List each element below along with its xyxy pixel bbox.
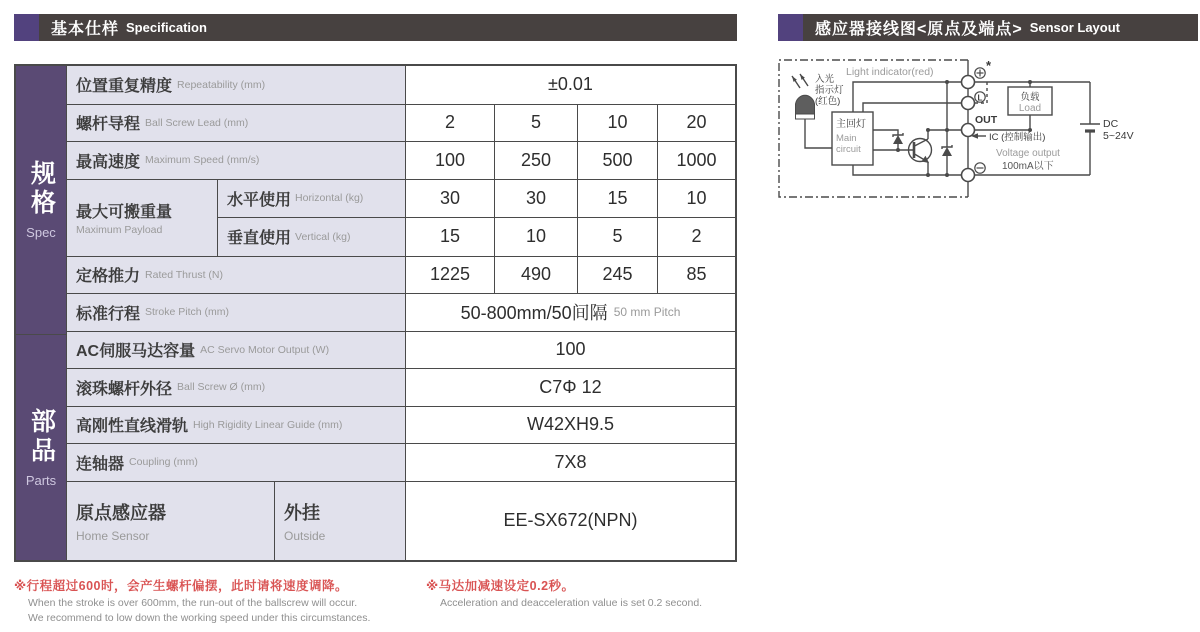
value-text: 100 xyxy=(555,339,586,360)
sub-label-zh: 垂直使用 xyxy=(227,230,292,248)
junction-dot xyxy=(945,128,949,132)
led-label-zh2: 指示灯 xyxy=(815,85,844,96)
led-indicator-base xyxy=(796,114,815,119)
value-text: ±0.01 xyxy=(548,74,593,95)
row-value: 1000 xyxy=(657,142,735,179)
row-label-en: High Rigidity Linear Guide (mm) xyxy=(193,418,343,431)
value-text: W42XH9.5 xyxy=(526,414,615,435)
row-label xyxy=(67,407,405,444)
row-label-en: Coupling (mm) xyxy=(129,456,198,469)
sub-label-zh: 外挂 xyxy=(284,502,320,523)
row-label-en: Home Sensor xyxy=(76,528,150,543)
row-label-en: Ball Screw Lead (mm) xyxy=(145,116,249,129)
led-indicator-dome xyxy=(796,95,815,114)
table-row-coupling xyxy=(67,443,735,481)
specification-title-zh: 基本仕样 xyxy=(51,21,120,38)
payload-horizontal-row xyxy=(217,180,735,218)
footnotes xyxy=(14,576,994,624)
junction-dot xyxy=(945,80,949,84)
footnote-stroke-zh: ※行程超过600时，会产生螺杆偏摆，此时请将速度调降。 xyxy=(14,579,349,593)
sub-label-en: Vertical (kg) xyxy=(295,230,351,243)
row-label-en: Ball Screw Ø (mm) xyxy=(177,381,266,394)
row-label-zh: 定格推力 xyxy=(76,268,141,286)
load-label-en: Load xyxy=(1018,103,1042,114)
table-row-stroke-pitch xyxy=(67,293,735,331)
table-row-ball-screw-od xyxy=(67,368,735,406)
table-rows xyxy=(67,66,735,560)
sensor-layout-header-bar xyxy=(778,14,1198,41)
row-label xyxy=(67,444,405,481)
row-label-zh: 高刚性直线滑轨 xyxy=(76,418,189,436)
row-value xyxy=(405,332,735,369)
main-circuit-label-en1: Main xyxy=(836,133,857,144)
terminal-out xyxy=(962,124,975,137)
row-value: 245 xyxy=(577,257,657,294)
table-row-max-payload xyxy=(67,179,735,256)
row-label-zh: 最高速度 xyxy=(76,153,141,171)
value-text: C7Φ 12 xyxy=(539,376,602,397)
row-value: 2 xyxy=(657,218,735,256)
home-sensor-mount-label xyxy=(274,482,405,561)
row-label xyxy=(67,369,405,406)
footnote-acceleration xyxy=(426,576,702,624)
ic-control-output-label: IC (控制输出) xyxy=(989,132,1046,143)
wire-left-zener-top xyxy=(873,130,898,135)
table-row-linear-guide xyxy=(67,406,735,444)
value-text: 50-800mm/50间隔 xyxy=(460,303,608,324)
row-value: 5 xyxy=(494,105,577,142)
sub-label xyxy=(217,180,405,218)
sidebar-spec-en: Spec xyxy=(26,225,56,240)
row-value: 100 xyxy=(405,142,494,179)
sidebar-section-spec xyxy=(16,66,66,335)
sensor-layout-title-zh: 感应器接线图<原点及端点> xyxy=(815,21,1023,38)
purple-accent-square xyxy=(14,14,39,41)
sub-label-en: Horizontal (kg) xyxy=(295,192,364,205)
row-label-en: Maximum Speed (mm/s) xyxy=(145,154,260,167)
value-text: 7X8 xyxy=(554,451,587,472)
value-subtext: 50 mm Pitch xyxy=(613,305,681,320)
row-value: 2 xyxy=(405,105,494,142)
main-circuit-label-zh: 主回灯 xyxy=(836,119,866,130)
table-row-rated-thrust xyxy=(67,256,735,294)
row-value xyxy=(405,294,735,331)
out-terminal-label: OUT xyxy=(975,114,998,126)
dc-voltage-label: 5~24V xyxy=(1103,130,1134,142)
terminal-l xyxy=(962,97,975,110)
row-label-zh: AC伺服马达容量 xyxy=(76,343,196,361)
footnote-stroke-en1: When the stroke is over 600mm, the run-out of the ballscrew will occur. xyxy=(28,597,358,609)
row-label-zh: 标准行程 xyxy=(76,305,141,323)
footnote-acceleration-zh: ※马达加减速设定0.2秒。 xyxy=(426,579,575,593)
row-label-en: Repeatability (mm) xyxy=(177,78,266,91)
row-label xyxy=(67,257,405,294)
row-label-zh: 连轴器 xyxy=(76,455,125,473)
sub-label xyxy=(217,218,405,256)
wire-out-internal xyxy=(928,130,961,139)
left-zener-triangle xyxy=(893,135,903,144)
junction-dot xyxy=(945,173,949,177)
light-indicator-label: Light indicator(red) xyxy=(846,66,934,78)
row-value: 10 xyxy=(577,105,657,142)
row-value: 10 xyxy=(657,180,735,218)
purple-accent-square xyxy=(778,14,803,41)
junction-dot xyxy=(926,173,930,177)
payload-vertical-row xyxy=(217,217,735,256)
wire-led xyxy=(805,119,832,148)
table-sidebar xyxy=(16,66,67,560)
table-row-repeatability xyxy=(67,66,735,104)
row-label-zh: 原点感应器 xyxy=(76,502,166,523)
specification-header-bar xyxy=(14,14,737,41)
row-value: 30 xyxy=(494,180,577,218)
row-label-zh: 位置重复精度 xyxy=(76,78,173,96)
footnote-stroke-en2: We recommend to low down the working speed under this circumstances. xyxy=(28,612,371,624)
junction-dot xyxy=(896,148,900,152)
table-row-home-sensor xyxy=(67,481,735,561)
l-symbol-letter: L xyxy=(977,93,983,103)
main-circuit-label-en2: circuit xyxy=(836,144,861,155)
footnote-acceleration-en1: Acceleration and deacceleration value is set 0.2 second. xyxy=(440,597,703,609)
payload-subrows xyxy=(217,180,735,256)
row-value: 5 xyxy=(577,218,657,256)
row-label xyxy=(67,294,405,331)
row-label-en: AC Servo Motor Output (W) xyxy=(200,343,330,356)
footnote-stroke xyxy=(14,576,426,624)
row-value xyxy=(405,66,735,104)
table-row-servo-output xyxy=(67,331,735,369)
sidebar-spec-zh: 规格 xyxy=(27,160,56,218)
specification-table xyxy=(14,64,737,562)
sensor-layout-title-en: Sensor Layout xyxy=(1029,20,1120,35)
table-row-max-speed xyxy=(67,141,735,179)
row-label-zh: 最大可搬重量 xyxy=(76,204,173,221)
row-value: 15 xyxy=(577,180,657,218)
row-value: 250 xyxy=(494,142,577,179)
row-label xyxy=(67,66,405,104)
asterisk-mark: * xyxy=(986,58,992,73)
terminal-plus xyxy=(962,76,975,89)
row-label xyxy=(67,332,405,369)
row-label xyxy=(67,105,405,142)
sidebar-parts-zh: 部品 xyxy=(27,407,56,466)
led-label-zh3: (红色) xyxy=(815,96,841,107)
table-row-ball-screw-lead xyxy=(67,104,735,142)
transistor-collector xyxy=(915,139,929,146)
row-label-zh: 螺杆导程 xyxy=(76,116,141,134)
sub-label-zh: 水平使用 xyxy=(227,191,292,209)
row-value: 500 xyxy=(577,142,657,179)
row-value: 15 xyxy=(405,218,494,256)
sidebar-section-parts xyxy=(16,335,66,560)
led-label-zh1: 入光 xyxy=(815,74,835,85)
voltage-output-label: Voltage output xyxy=(996,148,1060,159)
wire-ground-internal xyxy=(853,165,961,175)
row-value: 85 xyxy=(657,257,735,294)
row-label-en: Rated Thrust (N) xyxy=(145,268,224,281)
row-value: 10 xyxy=(494,218,577,256)
row-label-zh: 滚珠螺杆外径 xyxy=(76,380,173,398)
home-sensor-label xyxy=(67,482,274,561)
sensor-wiring-diagram xyxy=(778,52,1198,210)
sidebar-parts-en: Parts xyxy=(25,472,57,488)
payload-label xyxy=(67,180,217,256)
row-label-en: Stroke Pitch (mm) xyxy=(145,306,230,319)
junction-dot xyxy=(926,128,930,132)
row-value xyxy=(405,369,735,406)
load-label-zh: 负载 xyxy=(1020,92,1040,103)
row-value: 30 xyxy=(405,180,494,218)
row-label-en: Maximum Payload xyxy=(76,224,163,236)
sub-label-en: Outside xyxy=(284,528,326,543)
row-label xyxy=(67,142,405,179)
row-value: 20 xyxy=(657,105,735,142)
specification-title-en: Specification xyxy=(126,20,207,35)
right-zener-triangle xyxy=(942,147,952,156)
row-value xyxy=(405,407,735,444)
row-value: 490 xyxy=(494,257,577,294)
wire-l-internal xyxy=(863,103,961,112)
terminal-minus xyxy=(962,169,975,182)
junction-dot xyxy=(1028,80,1032,84)
dc-label: DC xyxy=(1103,118,1119,130)
row-value xyxy=(405,444,735,481)
value-text: EE-SX672(NPN) xyxy=(503,510,638,531)
wire-plus-internal xyxy=(853,82,961,112)
row-value xyxy=(405,482,735,561)
row-value: 1225 xyxy=(405,257,494,294)
current-limit-label: 100mA以下 xyxy=(1002,161,1054,172)
